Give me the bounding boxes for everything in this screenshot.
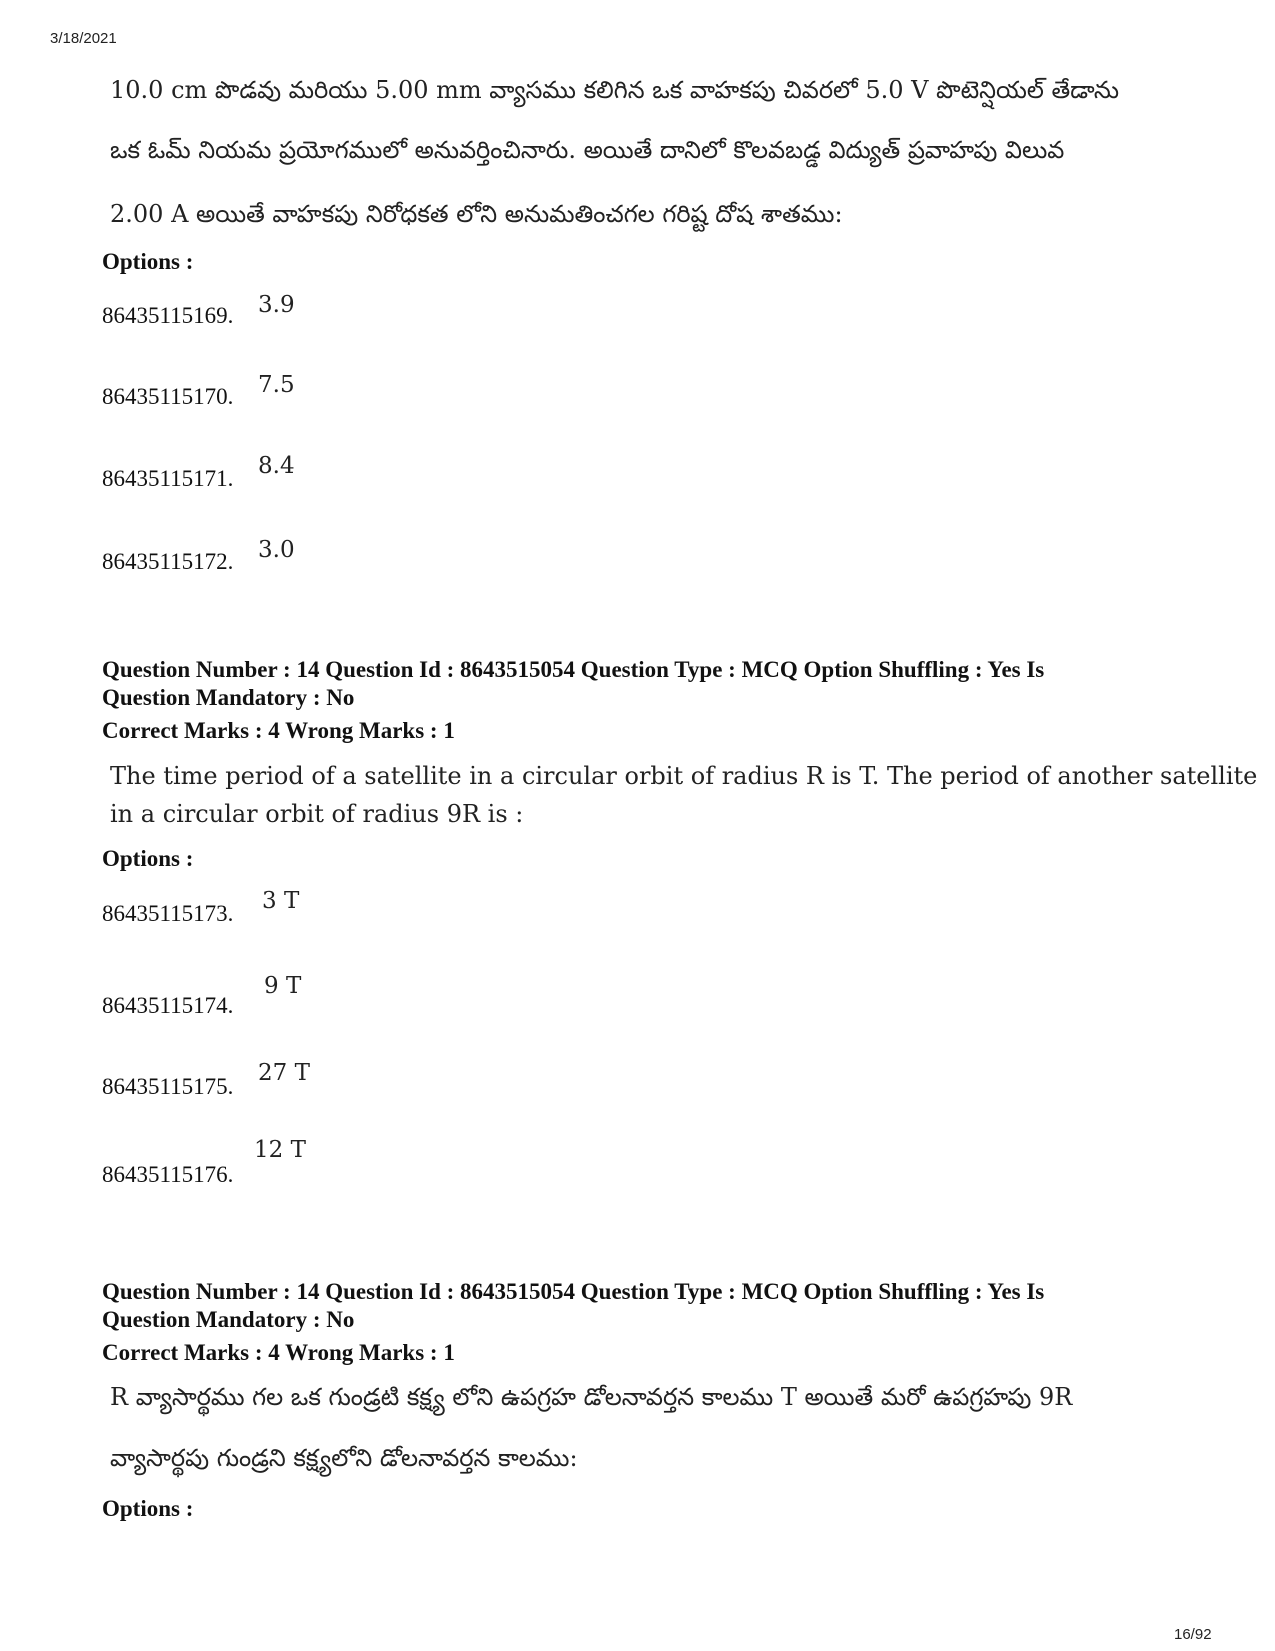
option-value: 3.0 [258,537,295,563]
question-meta-line: Question Number : 14 Question Id : 8643515054 Question Type : MCQ Option Shuffling : Yes Is [102,1279,1045,1304]
question-meta-line: Question Mandatory : No [102,685,355,710]
option-id: 86435115174. [102,993,234,1018]
question-text-line: The time period of a satellite in a circular orbit of radius R is T. The period of another satellite [110,762,1258,790]
option-value: 8.4 [258,453,295,479]
option-value: 27 T [258,1060,310,1086]
question-marks: Correct Marks : 4 Wrong Marks : 1 [102,718,455,743]
option-value: 3 T [262,888,300,914]
question-text-line: వ్యాసార్థపు గుండ్రని కక్ష్యలోని డోలనావర్తన కాలము: [110,1444,578,1472]
option-id: 86435115170. [102,384,234,409]
option-value: 3.9 [258,292,295,318]
option-id: 86435115175. [102,1074,234,1099]
option-id: 86435115171. [102,466,234,491]
option-id: 86435115173. [102,901,234,926]
option-id: 86435115176. [102,1162,234,1187]
question-text-line: 2.00 A అయితే వాహకపు నిరోధకత లోని అనుమతించగల గరిష్ట దోష శాతము: [110,200,843,228]
question-meta-line: Question Mandatory : No [102,1307,355,1332]
option-id: 86435115172. [102,549,234,574]
option-value: 12 T [254,1137,306,1163]
question-text-line: 10.0 cm పొడవు మరియు 5.00 mm వ్యాసము కలిగిన ఒక వాహకపు చివరలో 5.0 V పొటెన్షియల్ తేడాను [110,76,1120,104]
options-label: Options : [102,1496,194,1521]
question-text-line: ఒక ఓమ్ నియమ ప్రయోగములో అనువర్తించినారు. అయితే దానిలో కొలవబడ్డ విద్యుత్ ప్రవాహపు విలువ [110,136,1065,164]
option-id: 86435115169. [102,303,234,328]
question-marks: Correct Marks : 4 Wrong Marks : 1 [102,1340,455,1365]
option-value: 7.5 [258,372,295,398]
options-label: Options : [102,846,194,871]
question-meta [102,1278,1182,1334]
question-text-line: in a circular orbit of radius 9R is : [110,800,524,828]
page-date: 3/18/2021 [50,30,117,47]
page-number: 16/92 [1174,1626,1212,1643]
option-value: 9 T [264,973,302,999]
question-meta [102,656,1182,712]
question-text-line: R వ్యాసార్థము గల ఒక గుండ్రటి కక్ష్య లోని ఉపగ్రహ డోలనావర్తన కాలము T అయితే మరో ఉపగ్రహపు 9R [110,1383,1073,1411]
options-label: Options : [102,249,194,274]
question-meta-line: Question Number : 14 Question Id : 8643515054 Question Type : MCQ Option Shuffling : Yes Is [102,657,1045,682]
